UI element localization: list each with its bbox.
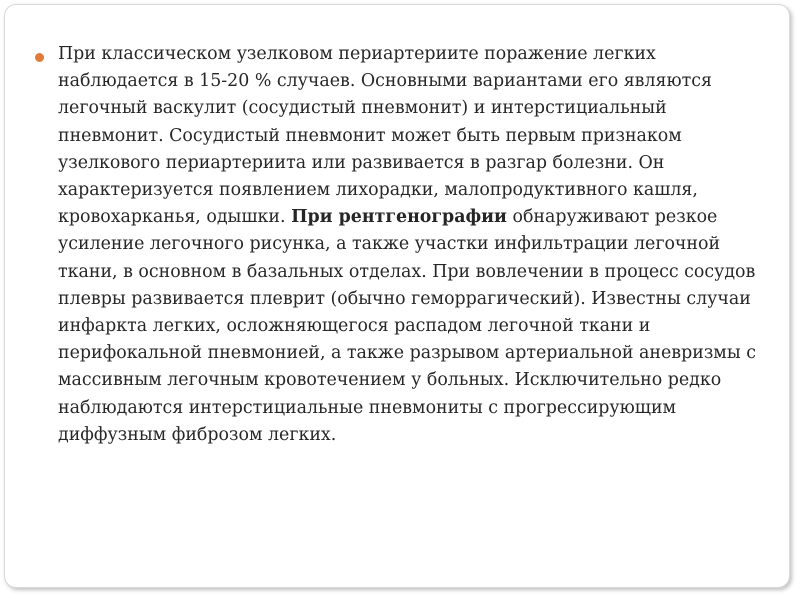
- slide-frame: [4, 4, 790, 588]
- bullet-icon: [35, 53, 44, 62]
- paragraph-part-2: обнаруживают резкое усиление легочного рисунка, а также участки инфильтрации легочной ткани, в основном в базальных отделах. При вовлечении в процесс сосудов плевры развивается плеврит (обычно геморрагический). Известны случаи инфаркта легких, осложняющегося распадом легочной ткани и перифокальной пневмонией, а также разрывом артериальной аневризмы с массивным легочным кровотечением у больных. Исключительно редко наблюдаются интерстициальные пневмониты с прогрессирующим диффузным фиброзом легких.: [58, 207, 756, 445]
- paragraph-text: [58, 41, 761, 449]
- paragraph-bold-phrase: При рентгенографии: [291, 207, 507, 228]
- paragraph-part-1: При классическом узелковом периартериите поражение легких наблюдается в 15-20 % случаев. Основными вариантами его являются легочный васкулит (сосудистый пневмонит) и интерстициальный пневмонит. Сосудистый пневмонит может быть первым признаком узелкового периартериита или развивается в разгар болезни. Он характеризуется появлением лихорадки, малопродуктивного кашля, кровохарканья, одышки.: [58, 44, 712, 228]
- bullet-item: [35, 41, 761, 449]
